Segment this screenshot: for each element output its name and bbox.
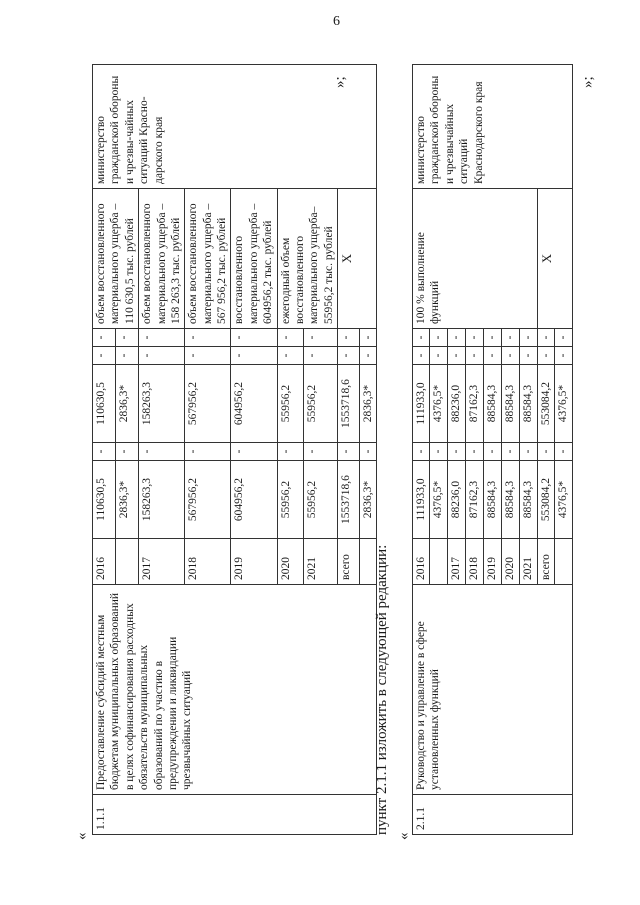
year-cell: 2017	[139, 539, 185, 585]
close-quote-2: »;	[580, 76, 596, 88]
municipal-cell: -	[277, 347, 304, 365]
year-cell: 2016	[93, 539, 116, 585]
federal-cell: -	[139, 443, 185, 461]
regional-cell: 88584,3	[501, 365, 519, 443]
year-cell: 2017	[447, 539, 465, 585]
year-cell: 2021	[519, 539, 537, 585]
activity-table-1	[92, 64, 377, 835]
year-cell: всего	[537, 539, 554, 585]
extrabudget-cell: -	[465, 329, 483, 347]
extrabudget-cell: -	[555, 329, 572, 347]
federal-cell: -	[93, 443, 116, 461]
total-cell: 4376,5*	[430, 461, 447, 539]
regional-cell: 604956,2	[231, 365, 277, 443]
total-cell: 110630,5	[93, 461, 116, 539]
municipal-cell: -	[304, 347, 338, 365]
year-cell: 2020	[277, 539, 304, 585]
municipal-cell: -	[447, 347, 465, 365]
municipal-cell: -	[519, 347, 537, 365]
extrabudget-cell: -	[447, 329, 465, 347]
municipal-cell: -	[338, 347, 360, 365]
federal-cell: -	[501, 443, 519, 461]
total-cell: 567956,2	[185, 461, 231, 539]
result-x: X	[537, 189, 572, 329]
regional-cell: 88584,3	[519, 365, 537, 443]
total-cell: 55956,2	[277, 461, 304, 539]
extrabudget-cell: -	[93, 329, 116, 347]
municipal-cell: -	[555, 347, 572, 365]
activity-table-2	[412, 64, 573, 835]
regional-cell: 2836,3*	[116, 365, 139, 443]
federal-cell: -	[537, 443, 554, 461]
total-cell: 1553718,6	[338, 461, 360, 539]
close-quote-1: »;	[332, 76, 348, 88]
regional-cell: 111933,0	[413, 365, 430, 443]
municipal-cell: -	[139, 347, 185, 365]
municipal-cell: -	[465, 347, 483, 365]
municipal-cell: -	[501, 347, 519, 365]
extrabudget-cell: -	[304, 329, 338, 347]
extrabudget-cell: -	[430, 329, 447, 347]
total-cell: 55956,2	[304, 461, 338, 539]
result-cell: объем восстановленного материального ущерба – 110 630,5 тыс. рублей	[93, 189, 139, 329]
federal-cell: -	[447, 443, 465, 461]
section-caption: пункт 2.1.1 изложить в следующей редакции:	[374, 544, 390, 835]
page-number: 6	[333, 14, 340, 29]
municipal-cell: -	[413, 347, 430, 365]
total-cell: 2836,3*	[116, 461, 139, 539]
total-cell: 88584,3	[519, 461, 537, 539]
result-cell: ежегодный объем восстановленного материального ущерба– 55956,2 тыс. рублей	[277, 189, 338, 329]
regional-cell: 88236,0	[447, 365, 465, 443]
result-cell: объем восстановленного материального ущерба – 567 956,2 тыс. рублей	[185, 189, 231, 329]
item-name: Руководство и управление в сфере установленных функций	[413, 585, 573, 795]
extrabudget-cell: -	[413, 329, 430, 347]
table-row	[93, 65, 116, 835]
extrabudget-cell: -	[185, 329, 231, 347]
federal-cell: -	[465, 443, 483, 461]
extrabudget-cell: -	[116, 329, 139, 347]
federal-cell: -	[413, 443, 430, 461]
regional-cell: 158263,3	[139, 365, 185, 443]
open-quote-2: «	[396, 832, 412, 840]
extrabudget-cell: -	[139, 329, 185, 347]
year-cell: 2019	[483, 539, 501, 585]
executor-cell: министерство гражданской обороны и чрезвычайных ситуаций Краснодарского края	[413, 65, 573, 189]
federal-cell: -	[277, 443, 304, 461]
municipal-cell: -	[537, 347, 554, 365]
result-cell: объем восстановленного материального ущерба – 158 263,3 тыс. рублей	[139, 189, 185, 329]
total-cell: 88236,0	[447, 461, 465, 539]
federal-cell: -	[483, 443, 501, 461]
total-cell: 4376,5*	[555, 461, 572, 539]
federal-cell: -	[116, 443, 139, 461]
extrabudget-cell: -	[537, 329, 554, 347]
regional-cell: 110630,5	[93, 365, 116, 443]
extrabudget-cell: -	[360, 329, 377, 347]
result-cell: восстановленного материального ущерба – 604956,2 тыс. рублей	[231, 189, 277, 329]
federal-cell: -	[185, 443, 231, 461]
regional-cell: 1553718,6	[338, 365, 360, 443]
year-cell	[555, 539, 572, 585]
municipal-cell: -	[360, 347, 377, 365]
result-cell: 100 % выполнение функций	[413, 189, 538, 329]
total-cell: 87162,3	[465, 461, 483, 539]
year-cell: 2018	[465, 539, 483, 585]
total-cell: 2836,3*	[360, 461, 377, 539]
total-cell: 88584,3	[501, 461, 519, 539]
result-x: X	[338, 189, 377, 329]
item-number: 2.1.1	[413, 795, 573, 835]
regional-cell: 88584,3	[483, 365, 501, 443]
regional-cell: 567956,2	[185, 365, 231, 443]
municipal-cell: -	[185, 347, 231, 365]
rotated-content	[70, 60, 610, 840]
municipal-cell: -	[483, 347, 501, 365]
federal-cell: -	[304, 443, 338, 461]
federal-cell: -	[360, 443, 377, 461]
total-cell: 553084,2	[537, 461, 554, 539]
extrabudget-cell: -	[231, 329, 277, 347]
municipal-cell: -	[430, 347, 447, 365]
regional-cell: 4376,5*	[555, 365, 572, 443]
regional-cell: 55956,2	[277, 365, 304, 443]
year-cell: 2019	[231, 539, 277, 585]
regional-cell: 553084,2	[537, 365, 554, 443]
extrabudget-cell: -	[501, 329, 519, 347]
regional-cell: 2836,3*	[360, 365, 377, 443]
extrabudget-cell: -	[519, 329, 537, 347]
year-cell: 2016	[413, 539, 430, 585]
municipal-cell: -	[231, 347, 277, 365]
year-cell	[116, 539, 139, 585]
total-cell: 604956,2	[231, 461, 277, 539]
federal-cell: -	[338, 443, 360, 461]
year-cell: 2020	[501, 539, 519, 585]
federal-cell: -	[231, 443, 277, 461]
year-cell: 2021	[304, 539, 338, 585]
table-row	[413, 65, 430, 835]
extrabudget-cell: -	[277, 329, 304, 347]
extrabudget-cell: -	[483, 329, 501, 347]
municipal-cell: -	[116, 347, 139, 365]
regional-cell: 55956,2	[304, 365, 338, 443]
federal-cell: -	[555, 443, 572, 461]
item-number: 1.1.1	[93, 795, 377, 835]
regional-cell: 87162,3	[465, 365, 483, 443]
regional-cell: 4376,5*	[430, 365, 447, 443]
item-name: Предоставление субсидий местным бюджетам муниципальных образований в целях софинансирования расходных обязательств муниципальных образований по участию в предупреждении и ликвидации чрезвычайных ситуаций	[93, 585, 377, 795]
year-cell: 2018	[185, 539, 231, 585]
federal-cell: -	[430, 443, 447, 461]
municipal-cell: -	[93, 347, 116, 365]
open-quote: «	[74, 832, 90, 840]
year-cell	[430, 539, 447, 585]
total-cell: 111933,0	[413, 461, 430, 539]
executor-cell: министерство гражданской обороны и чрезвы-чайных ситуаций Красно-дарского края	[93, 65, 377, 189]
year-cell: всего	[338, 539, 360, 585]
total-cell: 88584,3	[483, 461, 501, 539]
extrabudget-cell: -	[338, 329, 360, 347]
federal-cell: -	[519, 443, 537, 461]
total-cell: 158263,3	[139, 461, 185, 539]
